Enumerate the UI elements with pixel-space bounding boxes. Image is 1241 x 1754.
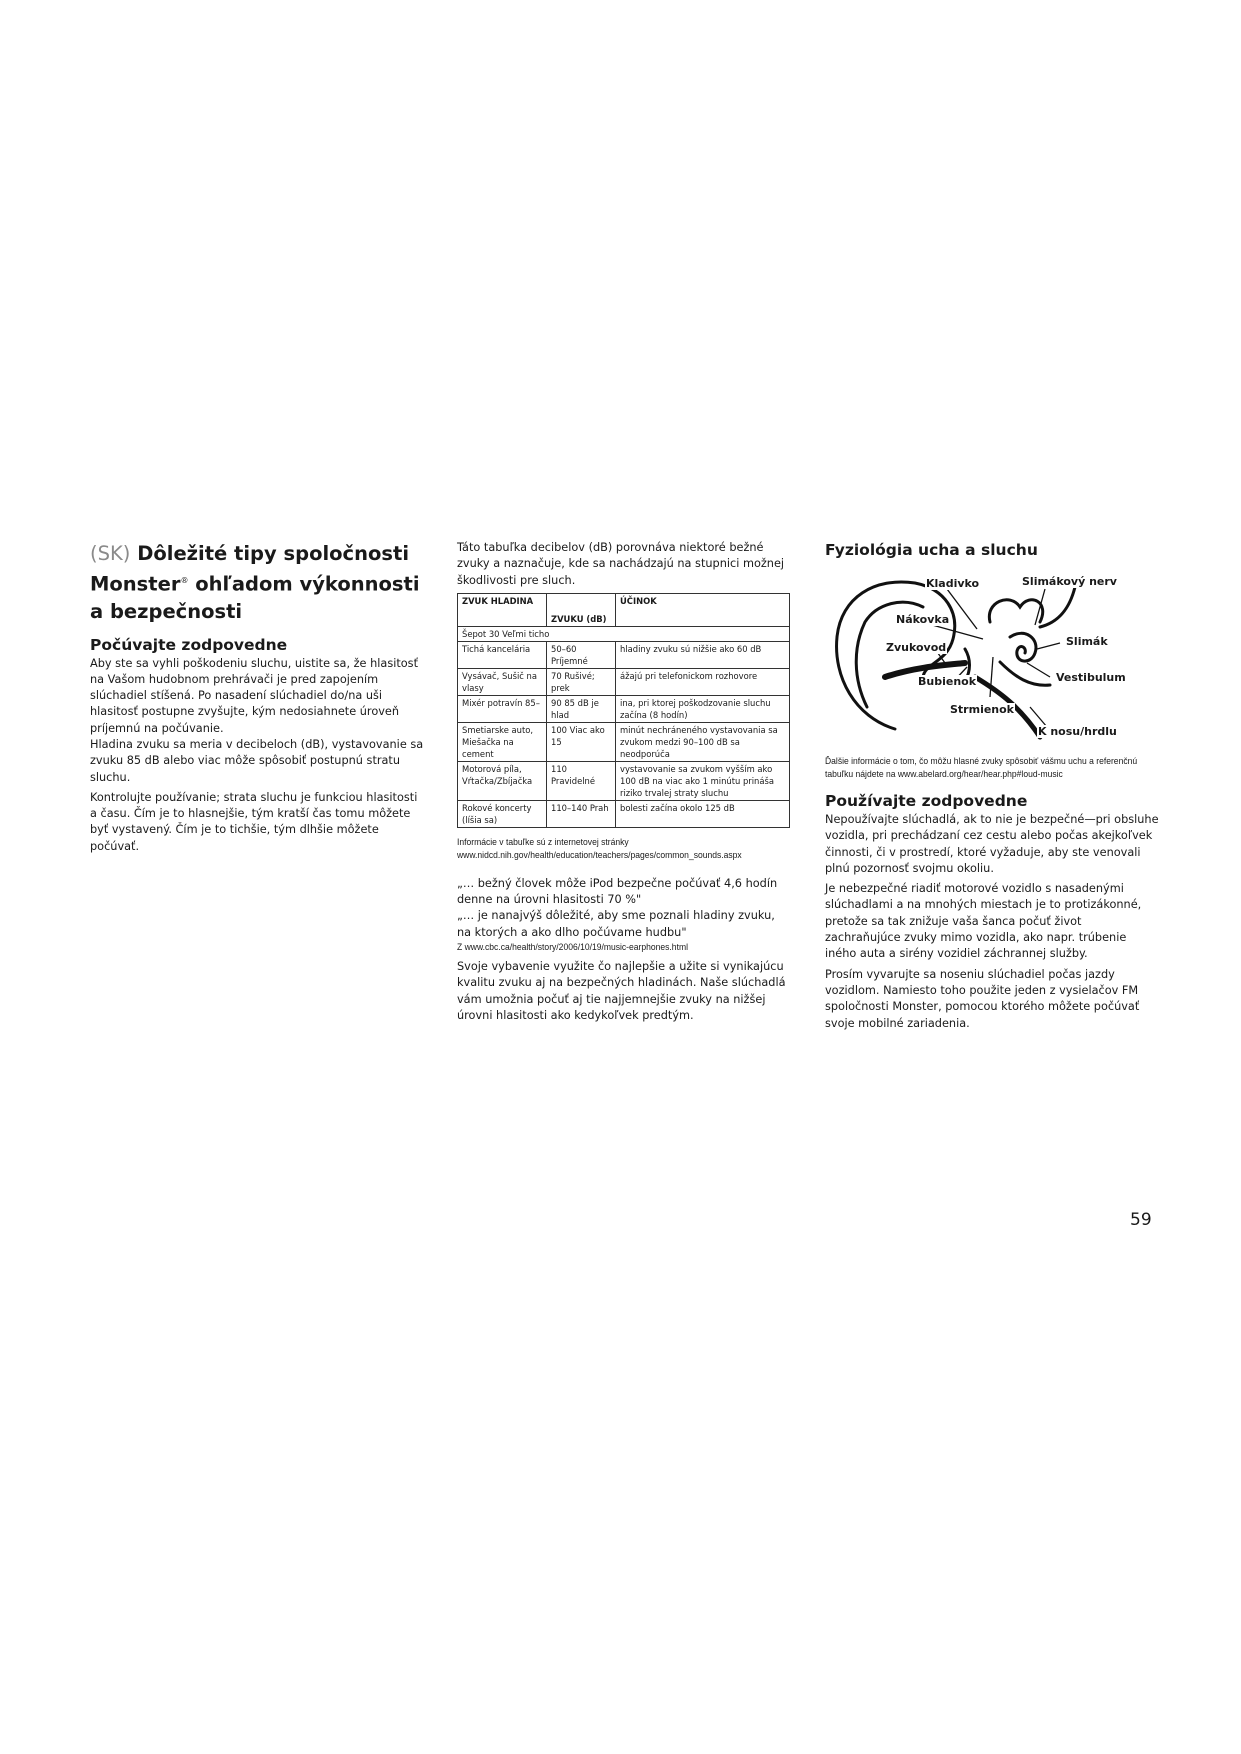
label-to-nose: K nosu/hrdlu [1038,725,1117,738]
table-source: Informácie v tabuľke sú z internetovej stránky www.nidcd.nih.gov/health/education/teachers/pages/common_sounds.aspx [457,836,742,861]
table-row [458,761,790,800]
table-row [458,626,790,641]
paragraph-driving: Je nebezpečné riadiť motorové vozidlo s nasadenými slúchadlami a na mnohých miestach je to protizákonné, pretože sa tak znižuje vaša šanca počuť život zachraňujúce zvuky mimo vozidla, ako napr. trúbenie iného auta a sirény vozidiel záchrannej služby. [825,882,1142,961]
table-cell: 110–140 Prah [547,800,616,827]
label-zvukovod: Zvukovod [886,641,947,654]
section-heading-use-responsibly: Používajte zodpovedne [825,792,1028,810]
table-cell: vystavovanie sa zvukom vyšším ako 100 dB na viac ako 1 minútu prináša riziko trvalej straty sluchu [616,761,790,800]
table-row [458,641,790,668]
leader-slimak [1037,643,1060,649]
page-number: 59 [1130,1210,1152,1230]
semicircular-canals [989,600,1042,622]
table-cell: 50–60 Príjemné [547,641,616,668]
leader-vestibulum [1027,663,1050,677]
registered-mark: ® [180,576,189,585]
paragraph-control-usage: Kontrolujte používanie; strata sluchu je funkciou hlasitosti a času. Čím je to hlasnejšie, tým kratší čas tomu môžete byť vystavený. Čím je to tichšie, tým dlhšie môžete počúvať. [90,790,418,853]
language-code: (SK) [90,542,131,565]
table-cell: bolesti začína okolo 125 dB [616,800,790,827]
paragraph-safety: Nepoužívajte slúchadlá, ak to nie je bezpečné—pri obsluhe vozidla, pri prechádzaní cez cestu alebo počas akejkoľvek činnosti, či v prostredí, ktoré vyžaduje, aby ste venovali plnú pozornosť svojmu okoliu. [825,813,1159,875]
header-effect: ÚČINOK [616,593,790,626]
title-line-1: Dôležité tipy spoločnosti [137,542,410,565]
label-slimak: Slimák [1066,635,1108,648]
table-cell: 110 Pravidelné [547,761,616,800]
table-cell: minút nechráneného vystavovania sa zvukom medzi 90–100 dB sa neodporúča [616,722,790,761]
column-left [90,540,425,855]
table-cell: Rokové koncerty (líšia sa) [458,800,547,827]
ear-diagram [825,567,1160,747]
cochlear-nerve [1040,587,1075,627]
table-cell: ážajú pri telefonickom rozhovore [616,668,790,695]
decibel-table [457,593,790,828]
quote-ipod: „… bežný človek môže iPod bezpečne počúvať 4,6 hodín denne na úrovni hlasitosti 70 %" [457,876,778,907]
table-intro: Táto tabuľka decibelov (dB) porovnáva niektoré bežné zvuky a naznačuje, kde sa nachádzajú na stupnici možnej škodlivosti pre sluch. [457,541,785,587]
column-right [825,540,1160,1032]
table-row [458,668,790,695]
header-level: ZVUKU (dB) [547,593,616,626]
title-line-2: ohľadom výkonnosti [188,572,420,596]
table-cell: 100 Viac ako 15 [547,722,616,761]
table-cell: Vysávač, Sušič na vlasy [458,668,547,695]
header-sound: ZVUK HLADINA [458,593,547,626]
table-row [458,800,790,827]
table-row [458,695,790,722]
cochlea-outline [1010,633,1036,661]
quote-levels: „… je nanajvýš dôležité, aby sme poznali hladiny zvuku, na ktorých a ako dlho počúvame hudbu" [457,909,775,939]
paragraph-volume: Aby ste sa vyhli poškodeniu sluchu, uistite sa, že hlasitosť na Vašom hudobnom prehrávači je pred zapojením slúchadiel stíšená. Po nasadení slúchadiel do/na uši hlasitosť postupne zvyšujte, kým nedosiahnete úroveň príjemnú na počúvanie. [90,656,419,735]
table-cell: Tichá kancelária [458,641,547,668]
table-cell: Smetiarske auto, Miešačka na cement [458,722,547,761]
ear-more-info: Ďalšie informácie o tom, čo môžu hlasné zvuky spôsobiť vášmu uchu a referenčnú tabuľku nájdete na www.abelard.org/hear/hear.php#loud-music [825,756,1138,780]
column-middle [457,540,792,1024]
paragraph-fm-transmitter: Prosím vyvarujte sa noseniu slúchadiel počas jazdy vozidlom. Namiesto toho použite jeden z vysielačov FM spoločnosti Monster, pomocou ktorého môžete počúvať svoje mobilné zariadenia. [825,967,1140,1030]
paragraph-equipment: Svoje vybavenie využite čo najlepšie a užite si vynikajúcu kvalitu zvuku aj na bezpečných hladinách. Naše slúchadlá vám umožnia počuť aj tie najjemnejšie zvuky na nižšej úrovni hlasitosti ako kedykoľvek predtým. [457,960,786,1022]
table-cell: 70 Rušivé; prek [547,668,616,695]
table-row [458,722,790,761]
page-title [90,540,425,625]
label-bubienok: Bubienok [918,675,977,688]
table-cell: hladiny zvuku sú nižšie ako 60 dB [616,641,790,668]
title-line-3: a bezpečnosti [90,599,243,623]
table-header-row [458,593,790,626]
label-kladivko: Kladivko [926,577,980,590]
label-nakovka: Nákovka [896,613,950,626]
paragraph-decibels: Hladina zvuku sa meria v decibeloch (dB), vystavovanie sa zvuku 85 dB alebo viac môže spôsobiť postupnú stratu sluchu. [90,737,424,784]
table-cell: ina, pri ktorej poškodzovanie sluchu začína (8 hodín) [616,695,790,722]
section-heading-listen: Počúvajte zodpovedne [90,635,288,654]
table-cell: 90 85 dB je hlad [547,695,616,722]
ear-illustration [825,567,1160,747]
label-vestibulum: Vestibulum [1056,671,1126,684]
section-heading-physiology: Fyziológia ucha a sluchu [825,541,1038,559]
title-brand: Monster [90,572,181,596]
label-strmienok: Strmienok [950,703,1015,716]
label-cochlear-nerve: Slimákový nerv [1022,575,1117,588]
vestibular-path [1000,662,1050,685]
quote-source: Z www.cbc.ca/health/story/2006/10/19/music-earphones.html [457,942,688,954]
table-cell: Mixér potravín 85– [458,695,547,722]
table-cell: Šepot 30 Veľmi ticho [458,626,790,641]
table-cell: Motorová píla, Vŕtačka/Zbíjačka [458,761,547,800]
